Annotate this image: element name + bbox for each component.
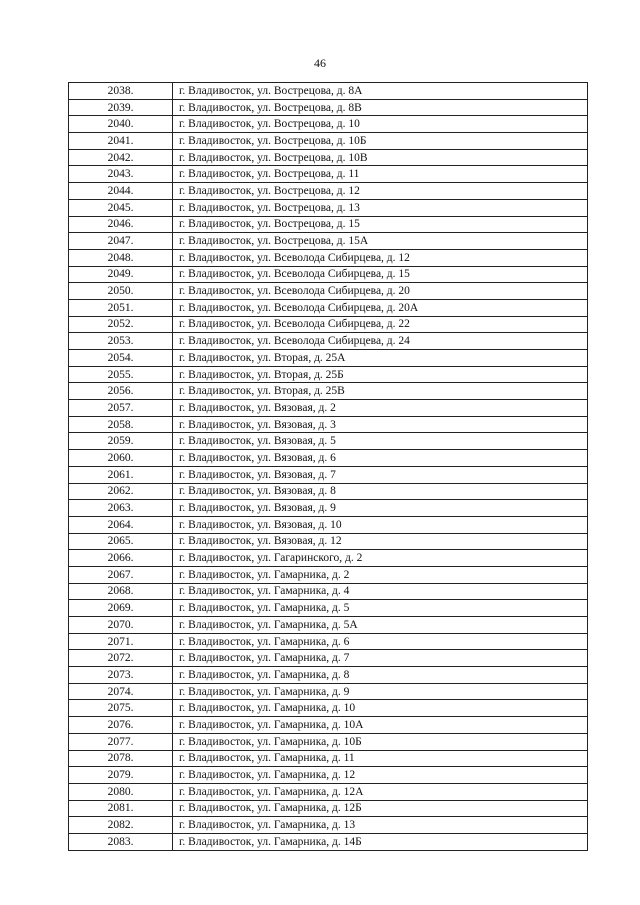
table-row bbox=[69, 566, 588, 583]
table-row bbox=[69, 450, 588, 467]
address-cell: г. Владивосток, ул. Вострецова, д. 8А bbox=[173, 83, 588, 100]
table-row bbox=[69, 600, 588, 617]
address-table-body bbox=[69, 83, 588, 851]
address-cell: г. Владивосток, ул. Вострецова, д. 15А bbox=[173, 233, 588, 250]
address-cell: г. Владивосток, ул. Вязовая, д. 9 bbox=[173, 500, 588, 517]
table-row bbox=[69, 817, 588, 834]
row-number-cell: 2079. bbox=[69, 767, 173, 784]
row-number-cell: 2042. bbox=[69, 149, 173, 166]
table-row bbox=[69, 233, 588, 250]
address-cell: г. Владивосток, ул. Вязовая, д. 10 bbox=[173, 516, 588, 533]
table-row bbox=[69, 550, 588, 567]
address-cell: г. Владивосток, ул. Вострецова, д. 12 bbox=[173, 183, 588, 200]
row-number-cell: 2052. bbox=[69, 316, 173, 333]
address-cell: г. Владивосток, ул. Гамарника, д. 7 bbox=[173, 650, 588, 667]
table-row bbox=[69, 750, 588, 767]
address-cell: г. Владивосток, ул. Гамарника, д. 12Б bbox=[173, 800, 588, 817]
address-cell: г. Владивосток, ул. Вострецова, д. 13 bbox=[173, 199, 588, 216]
row-number-cell: 2041. bbox=[69, 133, 173, 150]
row-number-cell: 2054. bbox=[69, 350, 173, 367]
address-cell: г. Владивосток, ул. Гамарника, д. 5А bbox=[173, 617, 588, 634]
address-cell: г. Владивосток, ул. Гамарника, д. 13 bbox=[173, 817, 588, 834]
address-cell: г. Владивосток, ул. Вязовая, д. 3 bbox=[173, 416, 588, 433]
row-number-cell: 2076. bbox=[69, 717, 173, 734]
row-number-cell: 2058. bbox=[69, 416, 173, 433]
table-row bbox=[69, 466, 588, 483]
row-number-cell: 2044. bbox=[69, 183, 173, 200]
address-cell: г. Владивосток, ул. Всеволода Сибирцева, д. 12 bbox=[173, 249, 588, 266]
row-number-cell: 2057. bbox=[69, 400, 173, 417]
address-cell: г. Владивосток, ул. Гагаринского, д. 2 bbox=[173, 550, 588, 567]
table-row bbox=[69, 383, 588, 400]
row-number-cell: 2064. bbox=[69, 516, 173, 533]
row-number-cell: 2038. bbox=[69, 83, 173, 100]
table-row bbox=[69, 266, 588, 283]
address-cell: г. Владивосток, ул. Вязовая, д. 8 bbox=[173, 483, 588, 500]
address-cell: г. Владивосток, ул. Вторая, д. 25А bbox=[173, 350, 588, 367]
address-cell: г. Владивосток, ул. Всеволода Сибирцева, д. 22 bbox=[173, 316, 588, 333]
row-number-cell: 2068. bbox=[69, 583, 173, 600]
table-row bbox=[69, 583, 588, 600]
row-number-cell: 2062. bbox=[69, 483, 173, 500]
address-cell: г. Владивосток, ул. Гамарника, д. 6 bbox=[173, 633, 588, 650]
row-number-cell: 2073. bbox=[69, 667, 173, 684]
address-cell: г. Владивосток, ул. Гамарника, д. 4 bbox=[173, 583, 588, 600]
address-cell: г. Владивосток, ул. Вторая, д. 25Б bbox=[173, 366, 588, 383]
row-number-cell: 2081. bbox=[69, 800, 173, 817]
row-number-cell: 2060. bbox=[69, 450, 173, 467]
table-row bbox=[69, 667, 588, 684]
row-number-cell: 2047. bbox=[69, 233, 173, 250]
row-number-cell: 2083. bbox=[69, 833, 173, 850]
table-row bbox=[69, 216, 588, 233]
address-cell: г. Владивосток, ул. Вострецова, д. 10 bbox=[173, 116, 588, 133]
table-row bbox=[69, 99, 588, 116]
row-number-cell: 2082. bbox=[69, 817, 173, 834]
address-cell: г. Владивосток, ул. Вострецова, д. 11 bbox=[173, 166, 588, 183]
row-number-cell: 2046. bbox=[69, 216, 173, 233]
row-number-cell: 2071. bbox=[69, 633, 173, 650]
address-cell: г. Владивосток, ул. Гамарника, д. 10 bbox=[173, 700, 588, 717]
address-cell: г. Владивосток, ул. Вострецова, д. 10Б bbox=[173, 133, 588, 150]
table-row bbox=[69, 283, 588, 300]
table-row bbox=[69, 833, 588, 850]
address-table bbox=[68, 82, 588, 851]
row-number-cell: 2080. bbox=[69, 783, 173, 800]
row-number-cell: 2040. bbox=[69, 116, 173, 133]
row-number-cell: 2049. bbox=[69, 266, 173, 283]
row-number-cell: 2059. bbox=[69, 433, 173, 450]
address-cell: г. Владивосток, ул. Гамарника, д. 10Б bbox=[173, 733, 588, 750]
address-cell: г. Владивосток, ул. Гамарника, д. 8 bbox=[173, 667, 588, 684]
table-row bbox=[69, 333, 588, 350]
row-number-cell: 2056. bbox=[69, 383, 173, 400]
table-row bbox=[69, 133, 588, 150]
row-number-cell: 2072. bbox=[69, 650, 173, 667]
table-row bbox=[69, 650, 588, 667]
table-row bbox=[69, 149, 588, 166]
row-number-cell: 2050. bbox=[69, 283, 173, 300]
row-number-cell: 2063. bbox=[69, 500, 173, 517]
address-cell: г. Владивосток, ул. Вязовая, д. 6 bbox=[173, 450, 588, 467]
table-row bbox=[69, 116, 588, 133]
address-cell: г. Владивосток, ул. Всеволода Сибирцева, д. 20А bbox=[173, 299, 588, 316]
table-row bbox=[69, 183, 588, 200]
row-number-cell: 2066. bbox=[69, 550, 173, 567]
address-cell: г. Владивосток, ул. Гамарника, д. 11 bbox=[173, 750, 588, 767]
page-number: 46 bbox=[314, 56, 326, 70]
address-cell: г. Владивосток, ул. Всеволода Сибирцева, д. 24 bbox=[173, 333, 588, 350]
table-row bbox=[69, 83, 588, 100]
table-row bbox=[69, 483, 588, 500]
address-cell: г. Владивосток, ул. Вострецова, д. 15 bbox=[173, 216, 588, 233]
table-row bbox=[69, 299, 588, 316]
address-cell: г. Владивосток, ул. Вязовая, д. 7 bbox=[173, 466, 588, 483]
address-cell: г. Владивосток, ул. Вязовая, д. 12 bbox=[173, 533, 588, 550]
table-row bbox=[69, 500, 588, 517]
table-row bbox=[69, 366, 588, 383]
row-number-cell: 2061. bbox=[69, 466, 173, 483]
row-number-cell: 2045. bbox=[69, 199, 173, 216]
table-row bbox=[69, 700, 588, 717]
address-cell: г. Владивосток, ул. Гамарника, д. 12 bbox=[173, 767, 588, 784]
address-cell: г. Владивосток, ул. Вторая, д. 25В bbox=[173, 383, 588, 400]
row-number-cell: 2048. bbox=[69, 249, 173, 266]
row-number-cell: 2075. bbox=[69, 700, 173, 717]
row-number-cell: 2043. bbox=[69, 166, 173, 183]
address-cell: г. Владивосток, ул. Всеволода Сибирцева, д. 20 bbox=[173, 283, 588, 300]
row-number-cell: 2053. bbox=[69, 333, 173, 350]
table-row bbox=[69, 683, 588, 700]
row-number-cell: 2077. bbox=[69, 733, 173, 750]
address-cell: г. Владивосток, ул. Вязовая, д. 2 bbox=[173, 400, 588, 417]
row-number-cell: 2070. bbox=[69, 617, 173, 634]
table-row bbox=[69, 350, 588, 367]
table-row bbox=[69, 400, 588, 417]
address-cell: г. Владивосток, ул. Вязовая, д. 5 bbox=[173, 433, 588, 450]
table-row bbox=[69, 516, 588, 533]
table-row bbox=[69, 717, 588, 734]
row-number-cell: 2039. bbox=[69, 99, 173, 116]
address-cell: г. Владивосток, ул. Вострецова, д. 8В bbox=[173, 99, 588, 116]
table-row bbox=[69, 199, 588, 216]
address-cell: г. Владивосток, ул. Гамарника, д. 2 bbox=[173, 566, 588, 583]
row-number-cell: 2051. bbox=[69, 299, 173, 316]
address-cell: г. Владивосток, ул. Гамарника, д. 5 bbox=[173, 600, 588, 617]
table-row bbox=[69, 800, 588, 817]
address-cell: г. Владивосток, ул. Гамарника, д. 14Б bbox=[173, 833, 588, 850]
table-row bbox=[69, 316, 588, 333]
row-number-cell: 2078. bbox=[69, 750, 173, 767]
row-number-cell: 2067. bbox=[69, 566, 173, 583]
table-row bbox=[69, 249, 588, 266]
table-row bbox=[69, 617, 588, 634]
address-cell: г. Владивосток, ул. Гамарника, д. 9 bbox=[173, 683, 588, 700]
address-cell: г. Владивосток, ул. Вострецова, д. 10В bbox=[173, 149, 588, 166]
table-row bbox=[69, 433, 588, 450]
address-cell: г. Владивосток, ул. Гамарника, д. 10А bbox=[173, 717, 588, 734]
row-number-cell: 2074. bbox=[69, 683, 173, 700]
table-row bbox=[69, 783, 588, 800]
table-row bbox=[69, 767, 588, 784]
address-cell: г. Владивосток, ул. Гамарника, д. 12А bbox=[173, 783, 588, 800]
row-number-cell: 2069. bbox=[69, 600, 173, 617]
row-number-cell: 2065. bbox=[69, 533, 173, 550]
table-row bbox=[69, 166, 588, 183]
table-row bbox=[69, 633, 588, 650]
table-row bbox=[69, 416, 588, 433]
row-number-cell: 2055. bbox=[69, 366, 173, 383]
table-row bbox=[69, 733, 588, 750]
address-cell: г. Владивосток, ул. Всеволода Сибирцева, д. 15 bbox=[173, 266, 588, 283]
table-row bbox=[69, 533, 588, 550]
